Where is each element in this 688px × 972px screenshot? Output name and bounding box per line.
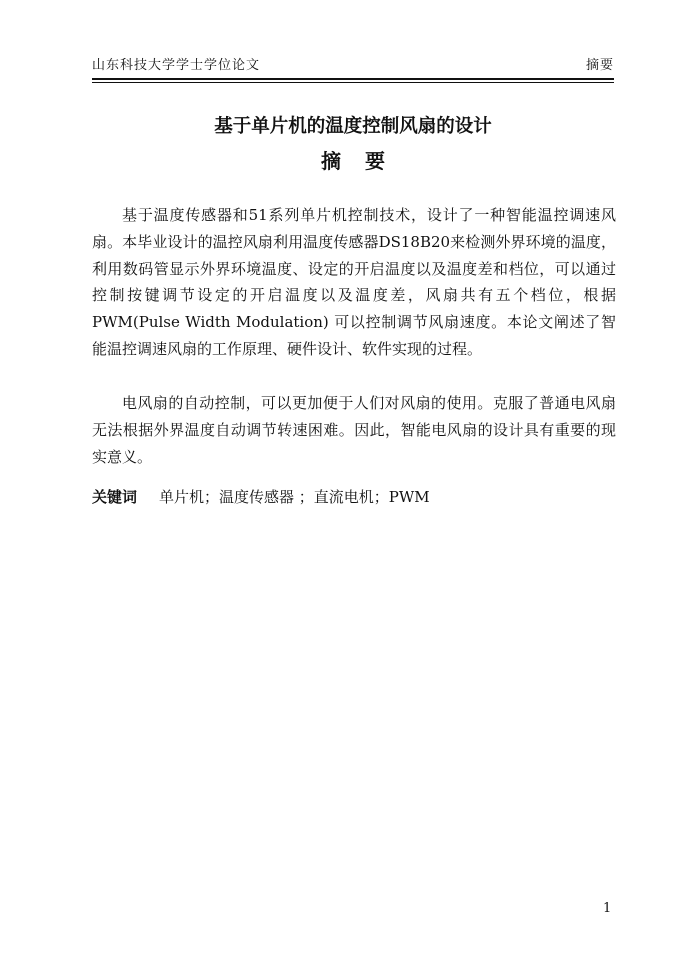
header-rule-thin bbox=[92, 82, 614, 83]
page-number: 1 bbox=[603, 901, 612, 916]
running-header bbox=[92, 56, 614, 78]
running-header-institution: 山东科技大学学士学位论文 bbox=[92, 58, 261, 73]
section-title-char-1: 摘 bbox=[321, 149, 341, 173]
keywords-text: 单片机；温度传感器 ；直流电机；PWM bbox=[159, 488, 430, 506]
section-title bbox=[92, 147, 614, 175]
running-header-section: 摘要 bbox=[585, 58, 614, 73]
header-rule-thick bbox=[92, 78, 614, 80]
thesis-title: 基于单片机的温度控制风扇的设计 bbox=[214, 116, 492, 137]
abstract-paragraph-1: 基于温度传感器和51系列单片机控制技术，设计了一种智能温控调速风扇。本毕业设计的温控风扇利用温度传感器DS18B20来检测外界环境的温度，利用数码管显示外界环境温度、设定的开启温度以及温度差和档位，可以通过控制按键调节设定的开启温度以及温度差，风扇共有五个档位，根据PWM(Pulse Width Modulation) 可以控制调节风扇速度。本论文阐述了智能温控调速风扇的工作原理、硬件设计、软件实现的过程。 bbox=[92, 206, 616, 358]
keywords-label: 关键词 bbox=[92, 488, 138, 506]
abstract-paragraph-2: 电风扇的自动控制，可以更加便于人们对风扇的使用。克服了普通电风扇无法根据外界温度自动调节转速困难。因此，智能电风扇的设计具有重要的现实意义。 bbox=[92, 394, 616, 466]
keywords-line bbox=[92, 484, 616, 510]
section-title-char-2: 要 bbox=[365, 149, 385, 173]
